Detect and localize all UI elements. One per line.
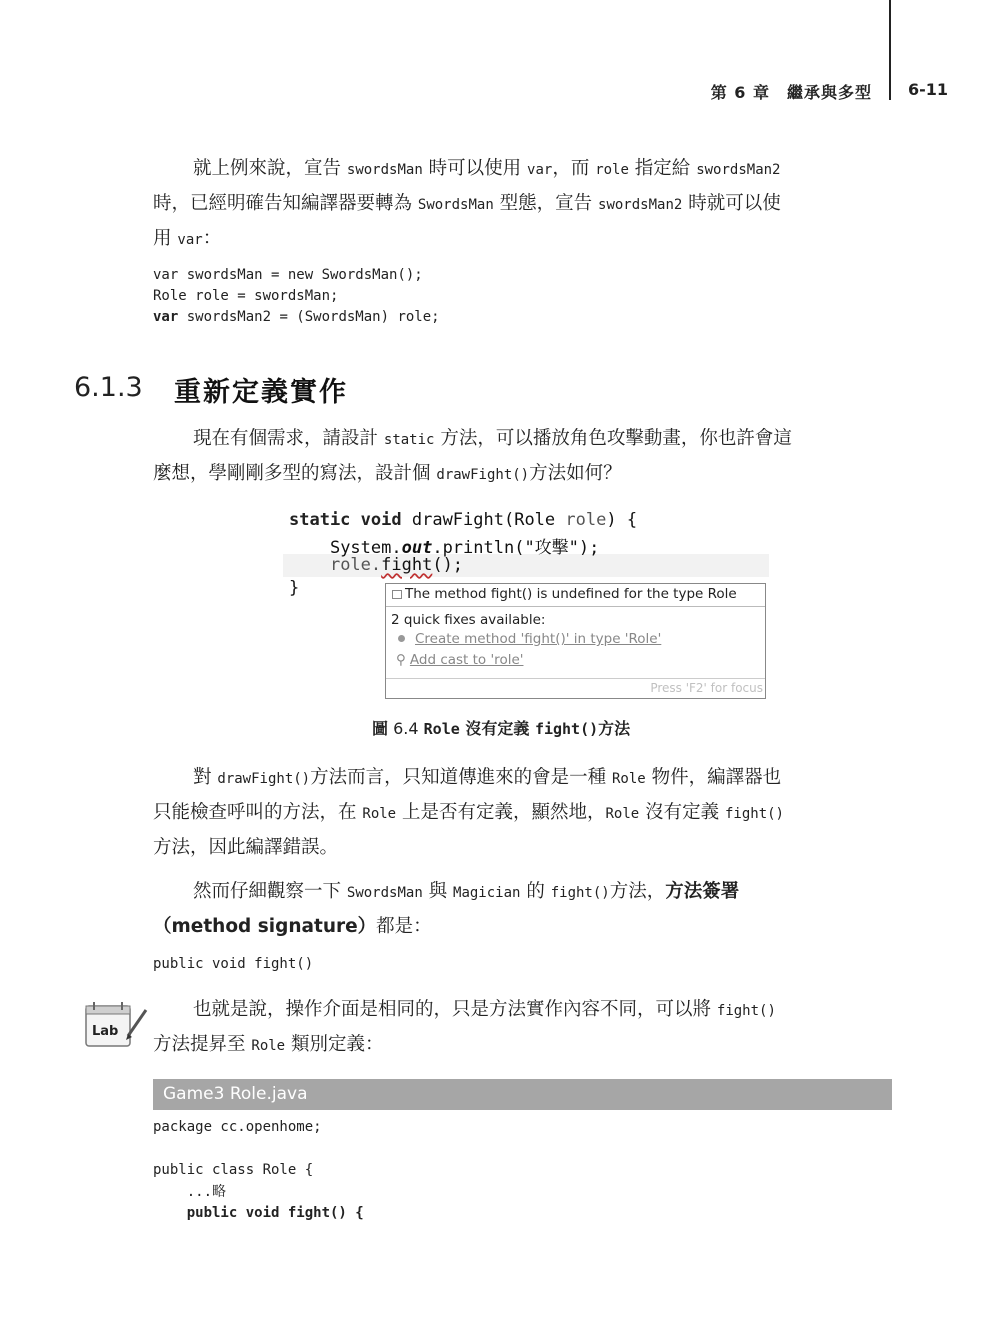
file-title-bar: Game3 Role.java <box>153 1079 892 1110</box>
text-run: 然而仔細觀察一下 <box>193 881 347 902</box>
code-keyword: public void fight() { <box>153 1205 364 1221</box>
code-block-3 <box>153 1117 364 1225</box>
text-run: 對 <box>193 767 218 788</box>
inline-code: Magician <box>453 885 521 901</box>
text-run: 時，已經明確告知編譯器要轉為 <box>153 193 418 214</box>
inline-code: var <box>177 232 203 248</box>
text-run: 方法， <box>609 881 666 902</box>
paragraph-line <box>153 422 891 457</box>
caption-label: 圖 <box>372 719 389 738</box>
code-line: var swordsMan = new SwordsMan(); <box>153 267 423 283</box>
quick-fix-link[interactable]: Add cast to 'role' <box>409 652 524 668</box>
inline-code: fight() <box>724 806 784 822</box>
text-run: 都是： <box>376 916 432 937</box>
paragraph-line <box>153 910 891 944</box>
text-run: 方法提昇至 <box>153 1034 252 1055</box>
code-keyword: static <box>289 510 351 530</box>
code-line: package cc.openhome; <box>153 1119 322 1135</box>
text-run: 現在有個需求，請設計 <box>193 428 384 449</box>
inline-code: Role <box>612 771 646 787</box>
paragraph-line <box>153 1028 891 1063</box>
text-run: 方法，可以播放角色攻擊動畫，你也許會這 <box>434 428 792 449</box>
text-run: 也就是說，操作介面是相同的，只是方法實作內容不同，可以將 <box>193 999 717 1020</box>
code-static-field: out <box>401 538 433 558</box>
text-run: 方法如何？ <box>529 463 622 484</box>
paragraph-1 <box>153 152 891 257</box>
text-run: 用 <box>153 228 178 249</box>
paragraph-line <box>153 796 891 831</box>
paragraph-line <box>153 222 891 257</box>
section-number: 6.1.3 <box>74 372 143 403</box>
text-run: 方法而言，只知道傳進來的會是一種 <box>310 767 612 788</box>
inline-code: fight() <box>534 720 599 738</box>
inline-code: Role <box>362 806 397 822</box>
inline-code: swordsMan2 <box>696 162 781 178</box>
inline-code: SwordsMan <box>417 197 494 213</box>
chapter-title: 第 6 章 繼承與多型 <box>710 83 872 102</box>
inline-code: drawFight() <box>436 467 530 483</box>
caption-number: 6.4 <box>393 719 419 738</box>
code-blank-line <box>153 1139 364 1161</box>
code-param: role <box>565 510 607 530</box>
code-block-1 <box>153 265 440 328</box>
text-run: 時就可以使 <box>682 193 781 214</box>
inline-code: Role <box>605 806 640 822</box>
ide-code-line: } <box>289 578 300 598</box>
code-keyword: var <box>153 309 179 325</box>
lab-icon <box>84 1000 150 1052</box>
error-icon <box>392 590 402 599</box>
inline-code: fight() <box>716 1003 776 1019</box>
error-token[interactable]: fight <box>381 555 433 575</box>
paragraph-line: 方法，因此編譯錯誤。 <box>153 837 339 858</box>
quick-fix-popup <box>385 583 766 699</box>
paragraph-line <box>153 187 891 222</box>
code-text: swordsMan2 = (SwordsMan) role; <box>178 309 440 325</box>
lab-label: Lab <box>92 1024 119 1039</box>
code-text: drawFight(Role <box>401 510 566 530</box>
code-text: (); <box>432 555 464 575</box>
quick-fix-link[interactable]: Create method 'fight()' in type 'Role' <box>415 631 662 647</box>
code-param: role. <box>329 555 382 575</box>
quick-fix-count: 2 quick fixes available: <box>391 612 546 628</box>
text-run: 類別定義： <box>285 1034 384 1055</box>
popup-footer: Press 'F2' for focus <box>386 678 765 698</box>
text-run: 只能檢查呼叫的方法，在 <box>153 802 363 823</box>
inline-code: swordsMan2 <box>598 197 683 213</box>
paragraph-4 <box>153 875 891 944</box>
paragraph-line <box>153 457 891 492</box>
ide-screenshot <box>283 508 773 700</box>
text-run: 沒有定義 <box>639 802 725 823</box>
error-text: The method fight() is undefined for the type Role <box>405 586 737 602</box>
code-text: .println("攻擊"); <box>432 538 600 558</box>
popup-error-message <box>386 584 765 607</box>
paragraph-2 <box>153 422 891 492</box>
text-run: 就上例來說，宣告 <box>193 158 347 179</box>
inline-code: SwordsMan <box>346 885 423 901</box>
code-line <box>153 307 440 328</box>
inline-code: role <box>595 162 629 178</box>
section-title: 重新定義實作 <box>174 377 348 408</box>
paragraph-line <box>153 152 891 187</box>
inline-code: swordsMan <box>346 162 423 178</box>
text-run: 指定給 <box>628 158 697 179</box>
header-divider <box>889 0 891 100</box>
paragraph-3 <box>153 761 891 865</box>
code-block-2 <box>153 954 313 975</box>
method-icon <box>398 635 405 642</box>
inline-code: var <box>527 162 553 178</box>
cast-icon: ⚲ <box>396 652 406 668</box>
paragraph-5 <box>153 993 891 1063</box>
text-run: 型態，宣告 <box>493 193 599 214</box>
paragraph-line <box>153 761 891 796</box>
code-line: public class Role { <box>153 1162 314 1178</box>
figure-caption <box>372 716 630 739</box>
ide-code-line <box>289 510 637 530</box>
code-line <box>153 1203 364 1225</box>
text-run: 上是否有定義，顯然地， <box>396 802 606 823</box>
text-run: ： <box>202 228 222 249</box>
text-run: 與 <box>422 881 454 902</box>
inline-code: fight() <box>550 885 610 901</box>
inline-code: static <box>383 432 435 448</box>
text-run: 時可以使用 <box>422 158 528 179</box>
inline-code: Role <box>251 1038 286 1054</box>
paragraph-line <box>153 993 891 1028</box>
text-run: ，而 <box>552 158 596 179</box>
term-highlight: 方法簽署 <box>665 881 740 902</box>
code-line: Role role = swordsMan; <box>153 288 339 304</box>
caption-text: 方法 <box>598 719 631 738</box>
text-run: 的 <box>520 881 551 902</box>
code-line: public void fight() <box>153 956 314 972</box>
code-text: System. <box>329 538 402 558</box>
page-number: 6-11 <box>908 80 949 99</box>
quick-fix-item[interactable] <box>386 652 765 673</box>
paragraph-line <box>153 875 891 910</box>
caption-text: 沒有定義 <box>459 719 535 738</box>
text-run: 物件，編譯器也 <box>645 767 782 788</box>
code-text: ) { <box>606 510 638 530</box>
code-keyword: void <box>360 510 402 530</box>
text-run: 麼想，學剛剛多型的寫法，設計個 <box>153 463 437 484</box>
quick-fix-item[interactable] <box>386 631 765 652</box>
code-line: ...略 <box>153 1183 227 1200</box>
ide-code-line <box>289 555 463 575</box>
term-highlight: （method signature） <box>153 916 377 937</box>
inline-code: Role <box>423 720 460 738</box>
inline-code: drawFight() <box>217 771 311 787</box>
